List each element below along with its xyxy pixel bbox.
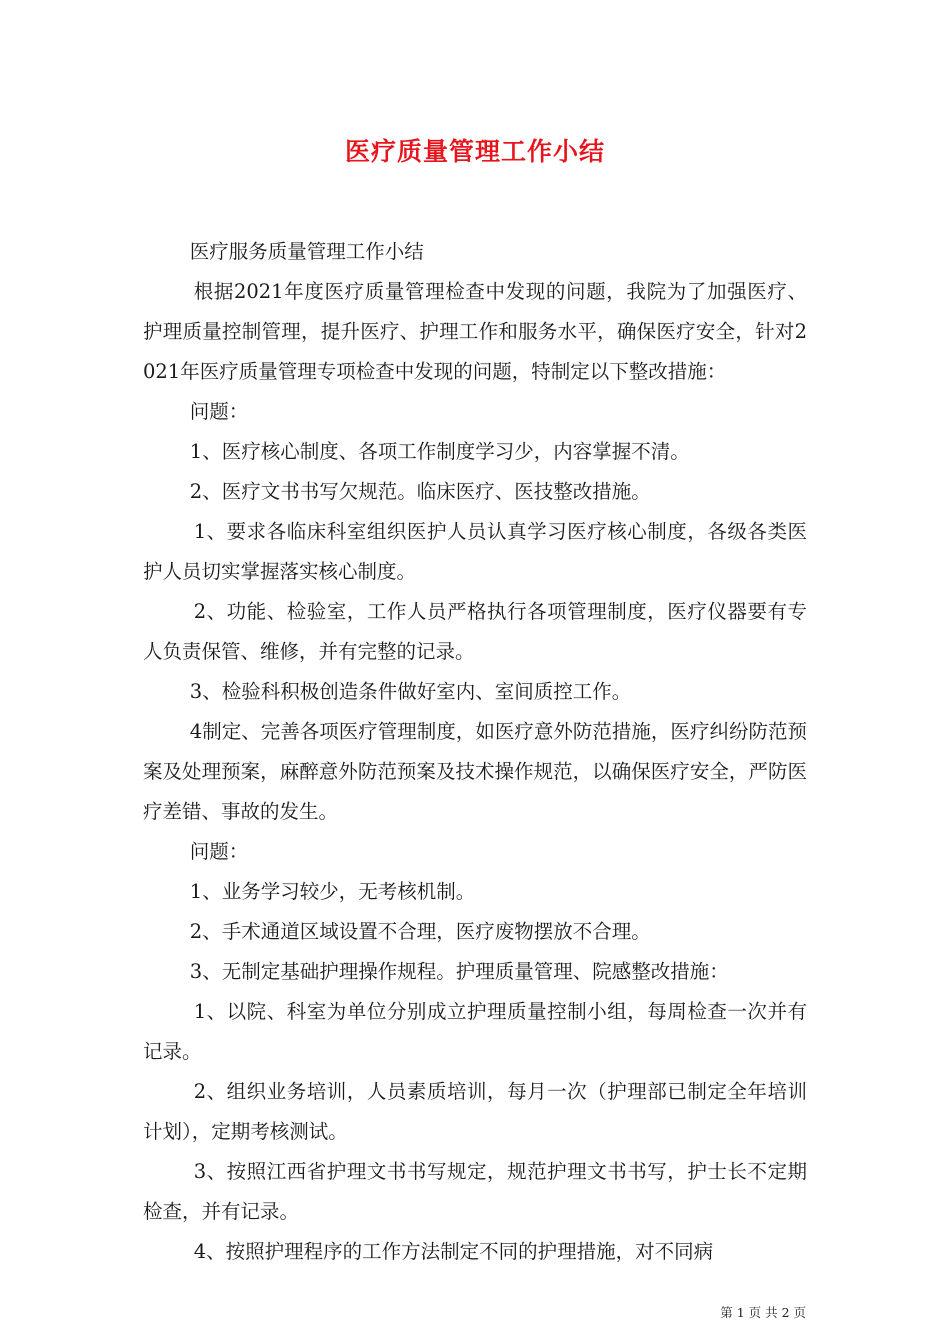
paragraph: 2、医疗文书书写欠规范。临床医疗、医技整改措施。 [189,480,651,503]
paragraph: 1、以院、科室为单位分别成立护理质量控制小组，每周检查一次并有记录。 [143,1000,807,1063]
paragraph-intro: 根据2021年度医疗质量管理检查中发现的问题，我院为了加强医疗、护理质量控制管理，提升医疗、护理工作和服务水平，确保医疗安全，针对2021年医疗质量管理专项检查中发现的问题，特制定以下整改措施： [143,280,807,383]
paragraph: 2、组织业务培训，人员素质培训，每月一次（护理部已制定全年培训计划），定期考核测试。 [143,1080,807,1143]
document-body [143,232,807,1272]
paragraph: 3、检验科积极创造条件做好室内、室间质控工作。 [189,680,632,703]
paragraph: 3、按照江西省护理文书书写规定，规范护理文书书写，护士长不定期检查，并有记录。 [143,1160,807,1223]
document-title: 医疗质量管理工作小结 [344,137,605,166]
paragraph: 4、按照护理程序的工作方法制定不同的护理措施，对不同病 [193,1240,714,1263]
paragraph: 4制定、完善各项医疗管理制度，如医疗意外防范措施，医疗纠纷防范预案及处理预案，麻醉意外防范预案及技术操作规范，以确保医疗安全，严防医疗差错、事故的发生。 [143,720,807,823]
paragraph-subtitle: 医疗服务质量管理工作小结 [189,240,424,263]
paragraph: 2、手术通道区域设置不合理，医疗废物摆放不合理。 [189,920,651,943]
page-number: 第 1 页 共 2 页 [720,1305,806,1320]
paragraph: 问题： [189,400,249,423]
paragraph: 2、功能、检验室，工作人员严格执行各项管理制度，医疗仪器要有专人负责保管、维修，并有完整的记录。 [143,600,807,663]
paragraph: 1、业务学习较少，无考核机制。 [189,880,476,903]
paragraph: 3、无制定基础护理操作规程。护理质量管理、院感整改措施： [189,960,729,983]
paragraph: 1、要求各临床科室组织医护人员认真学习医疗核心制度，各级各类医护人员切实掌握落实核心制度。 [143,520,807,583]
paragraph: 问题： [189,840,249,863]
paragraph: 1、医疗核心制度、各项工作制度学习少，内容掌握不清。 [189,440,690,463]
